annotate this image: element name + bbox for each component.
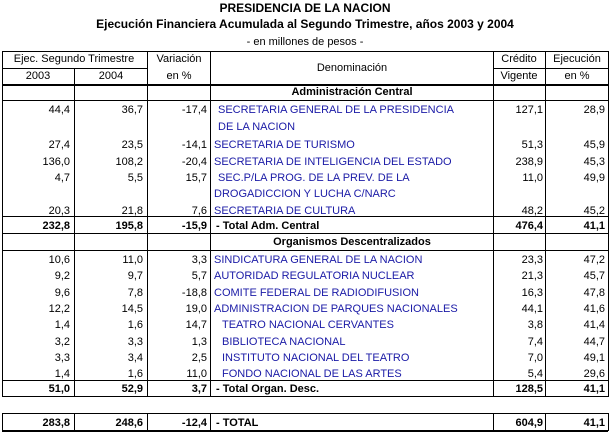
cell-2003: 283,8 [42,417,70,429]
cell-credito: 21,3 [521,270,543,282]
cell-ejecucion: 45,7 [583,270,605,282]
header-denominacion: Denominación [316,62,388,74]
cell-denominacion: SECRETARIA DE INTELIGENCIA DEL ESTADO [214,156,452,168]
cell-denominacion: COMITE FEDERAL DE RADIODIFUSION [214,287,419,299]
header-2003: 2003 [25,70,51,82]
cell-2004: 3,4 [127,352,143,364]
page-subtitle: Ejecución Financiera Acumulada al Segundo Trimestre, años 2003 y 2004 [96,17,514,31]
cell-credito: 238,9 [515,156,543,168]
cell-2004: 1,6 [127,319,143,331]
cell-ejecucion: 28,9 [583,104,605,116]
cell-variacion: -15,9 [181,220,207,232]
section-central: Administración Central [291,86,413,98]
cell-ejecucion: 41,1 [583,383,605,395]
cell-credito: 7,4 [527,336,543,348]
cell-variacion: 7,6 [191,205,207,217]
cell-denominacion: SEC.P/LA PROG. DE LA PREV. DE LA [218,172,410,184]
cell-denominacion-cont: DE LA NACION [218,121,296,133]
cell-denominacion: ADMINISTRACION DE PARQUES NACIONALES [214,303,458,315]
cell-denominacion-cont: DROGADICCION Y LUCHA C/NARC [214,188,396,200]
cell-denominacion: - Total Adm. Central [216,220,320,232]
header-variacion-unit: en % [166,70,192,82]
cell-2003: 51,0 [48,383,70,395]
cell-variacion: -14,1 [181,139,207,151]
header-ejecucion: Ejecución [553,53,601,65]
cell-ejecucion: 49,9 [583,172,605,184]
cell-credito: 128,5 [515,383,543,395]
header-variacion: Variación [156,53,202,65]
cell-2004: 14,5 [121,303,143,315]
cell-ejecucion: 45,3 [583,156,605,168]
cell-variacion: -17,4 [181,104,207,116]
cell-2003: 9,2 [54,270,70,282]
cell-2004: 36,7 [121,104,143,116]
cell-credito: 476,4 [515,220,543,232]
cell-variacion: 3,7 [191,383,207,395]
cell-variacion: 5,7 [191,270,207,282]
cell-denominacion: BIBLIOTECA NACIONAL [222,336,346,348]
cell-credito: 23,3 [521,254,543,266]
cell-2003: 12,2 [48,303,70,315]
header-ejecucion-unit: en % [564,70,590,82]
cell-2003: 3,2 [54,336,70,348]
cell-2003: 10,6 [48,254,70,266]
cell-2004: 3,3 [127,336,143,348]
cell-denominacion: TEATRO NACIONAL CERVANTES [222,319,394,331]
cell-credito: 44,1 [521,303,543,315]
cell-credito: 604,9 [515,417,543,429]
cell-ejecucion: 41,1 [583,417,605,429]
cell-2003: 27,4 [48,139,70,151]
cell-variacion: 1,3 [191,336,207,348]
cell-variacion: 15,7 [185,172,207,184]
units-note: - en millones de pesos - [246,36,364,48]
cell-denominacion: SECRETARIA DE TURISMO [214,139,355,151]
cell-ejecucion: 41,1 [583,220,605,232]
cell-credito: 11,0 [522,172,543,184]
cell-2004: 21,8 [121,205,143,217]
cell-denominacion: - TOTAL [216,417,259,429]
cell-2003: 9,6 [54,287,70,299]
cell-denominacion: SINDICATURA GENERAL DE LA NACION [214,254,423,266]
header-credito-unit: Vigente [500,70,538,82]
cell-variacion: 3,3 [191,254,207,266]
cell-2003: 1,4 [54,319,70,331]
header-2004: 2004 [98,70,124,82]
cell-credito: 127,1 [515,104,543,116]
cell-variacion: 2,5 [191,352,207,364]
cell-2004: 195,8 [115,220,143,232]
cell-ejecucion: 41,6 [583,303,605,315]
cell-denominacion: AUTORIDAD REGULATORIA NUCLEAR [214,270,415,282]
cell-variacion: -18,8 [181,287,207,299]
header-credito: Crédito [501,53,537,65]
cell-ejecucion: 47,2 [583,254,605,266]
cell-ejecucion: 41,4 [583,319,605,331]
cell-credito: 16,3 [521,287,543,299]
cell-variacion: 11,0 [186,368,207,380]
section-organismos: Organismos Descentralizados [273,236,431,248]
cell-2004: 11,0 [122,254,143,266]
cell-2003: 3,3 [54,352,70,364]
cell-denominacion: SECRETARIA DE CULTURA [214,205,356,217]
cell-2004: 1,6 [127,368,143,380]
cell-ejecucion: 47,8 [583,287,605,299]
cell-variacion: -12,4 [181,417,207,429]
cell-2004: 23,5 [121,139,143,151]
cell-2004: 7,8 [127,287,143,299]
cell-denominacion: - Total Organ. Desc. [216,383,320,395]
header-ejec: Ejec. Segundo Trimestre [13,53,135,65]
cell-2003: 4,7 [54,172,70,184]
cell-2004: 9,7 [127,270,143,282]
cell-ejecucion: 45,2 [583,205,605,217]
cell-variacion: 14,7 [185,319,207,331]
page-title: PRESIDENCIA DE LA NACION [219,1,391,15]
cell-credito: 7,0 [527,352,543,364]
cell-2003: 20,3 [48,205,70,217]
cell-ejecucion: 45,9 [583,139,605,151]
cell-2003: 136,0 [42,156,70,168]
cell-2003: 232,8 [42,220,70,232]
cell-denominacion: INSTITUTO NACIONAL DEL TEATRO [222,352,410,364]
cell-variacion: -20,4 [181,156,207,168]
cell-2004: 248,6 [115,417,143,429]
cell-credito: 51,3 [521,139,543,151]
cell-2004: 108,2 [115,156,143,168]
cell-credito: 3,8 [527,319,543,331]
cell-credito: 5,4 [527,368,543,380]
cell-credito: 48,2 [521,205,543,217]
cell-denominacion: FONDO NACIONAL DE LAS ARTES [222,368,402,380]
cell-ejecucion: 29,6 [583,368,605,380]
cell-variacion: 19,0 [185,303,207,315]
cell-2003: 1,4 [54,368,70,380]
cell-2004: 5,5 [127,172,143,184]
cell-ejecucion: 44,7 [583,336,605,348]
cell-denominacion: SECRETARIA GENERAL DE LA PRESIDENCIA [218,104,454,116]
cell-2003: 44,4 [48,104,70,116]
cell-ejecucion: 49,1 [583,352,605,364]
cell-2004: 52,9 [121,383,143,395]
